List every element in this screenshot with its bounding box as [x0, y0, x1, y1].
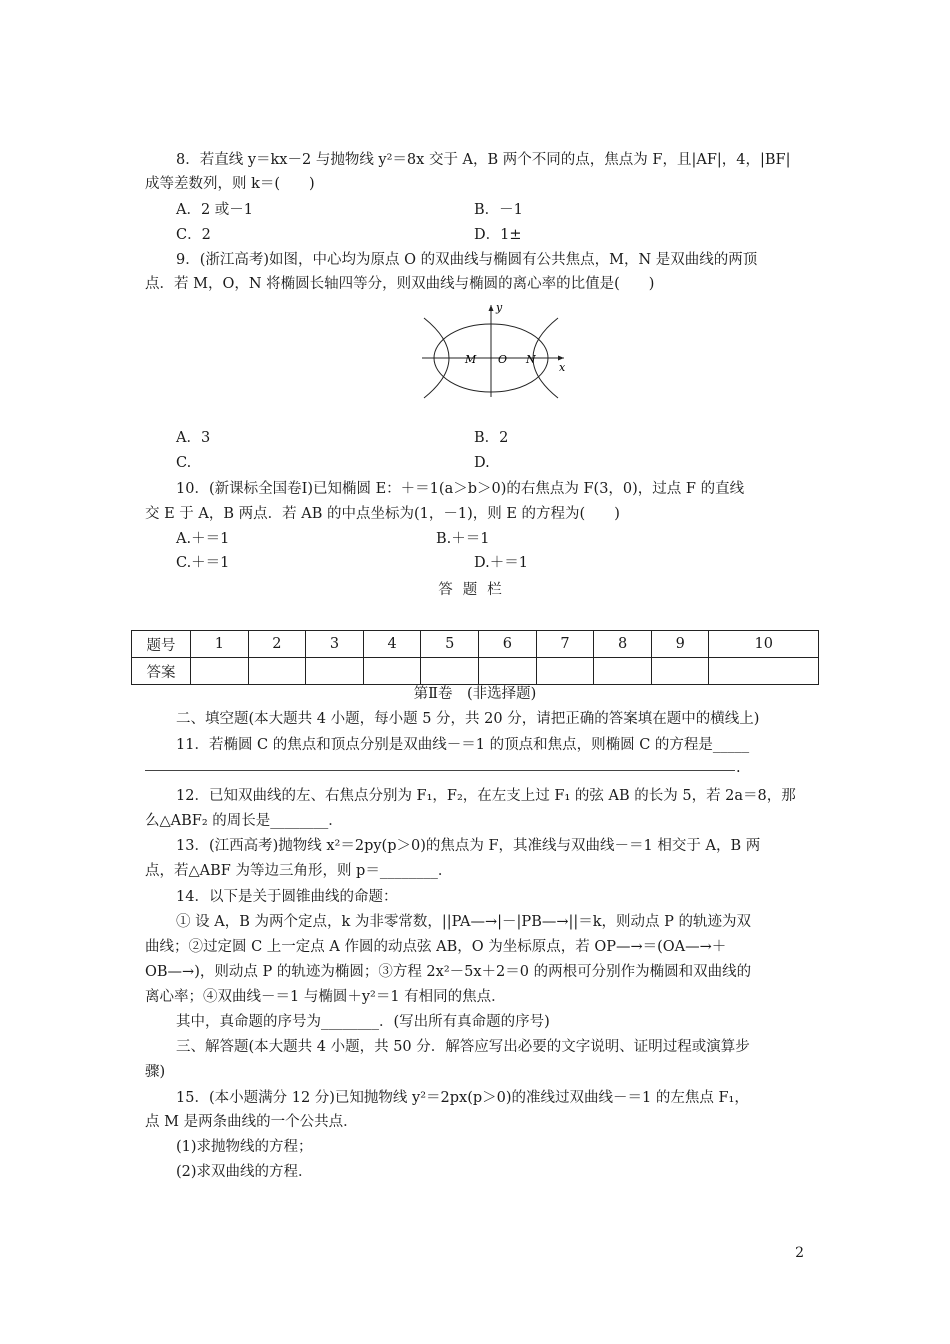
answer-cell[interactable] [709, 658, 819, 685]
part2-title: 第Ⅱ卷 (非选择题) [413, 686, 537, 702]
y-axis-arrow [489, 305, 494, 311]
q10-option-d: D.＋＝1 [474, 555, 528, 571]
q13-line2: 点，若△ABF 为等边三角形，则 p＝________． [145, 863, 453, 879]
answer-table-header-number: 题号 [132, 631, 191, 658]
q10-line1: 10．(新课标全国卷Ⅰ)已知椭圆 E：＋＝1(a＞b＞0)的右焦点为 F(3，0)，过点 F 的直线 [176, 481, 745, 497]
q15-sub1: (1)求抛物线的方程； [176, 1139, 313, 1155]
answer-table-row-numbers [132, 631, 819, 658]
point-o-label: O [498, 353, 508, 366]
q9-option-d: D. [474, 455, 490, 471]
q10-option-a: A.＋＝1 [176, 531, 230, 547]
point-n-label: N [526, 353, 536, 366]
y-axis-label: y [496, 301, 503, 314]
q8-option-b: B．－1 [474, 202, 523, 218]
q9-option-b: B．2 [474, 430, 509, 446]
question-number-cell: 2 [248, 631, 306, 658]
section2-heading: 二、填空题(本大题共 4 小题，每小题 5 分，共 20 分，请把正确的答案填在题中的横线上) [176, 711, 760, 727]
answer-table [131, 630, 819, 685]
answer-cell[interactable] [191, 658, 249, 685]
question-number-cell: 7 [536, 631, 594, 658]
q11-line1: 11．若椭圆 C 的焦点和顶点分别是双曲线－＝1 的顶点和焦点，则椭圆 C 的方程是_____ [176, 737, 750, 753]
question-number-cell: 6 [479, 631, 537, 658]
page-number: 2 [795, 1245, 804, 1261]
question-number-cell: 9 [651, 631, 709, 658]
section3-line1: 三、解答题(本大题共 4 小题，共 50 分．解答应写出必要的文字说明、证明过程或演算步 [176, 1039, 750, 1055]
answer-cell[interactable] [536, 658, 594, 685]
q10-option-c: C.＋＝1 [176, 555, 230, 571]
answer-cell[interactable] [363, 658, 421, 685]
q10-option-b: B.＋＝1 [436, 531, 490, 547]
q10-line2: 交 E 于 A，B 两点．若 AB 的中点坐标为(1，－1)，则 E 的方程为( ) [145, 506, 620, 522]
q9-option-a: A．3 [176, 430, 211, 446]
answer-cell[interactable] [594, 658, 652, 685]
section3-line2: 骤) [145, 1064, 166, 1080]
answer-cell[interactable] [248, 658, 306, 685]
q8-option-d: D．1± [474, 227, 522, 243]
answer-cell[interactable] [306, 658, 364, 685]
q8-option-c: C．2 [176, 227, 211, 243]
q13-line1: 13．(江西高考)抛物线 x²＝2py(p＞0)的焦点为 F，其准线与双曲线－＝1 相交于 A，B 两 [176, 838, 761, 854]
q8-line2: 成等差数列，则 k＝( ) [145, 176, 315, 192]
answer-table-row-answers [132, 658, 819, 685]
question-number-cell: 4 [363, 631, 421, 658]
q12-line2: 么△ABF₂ 的周长是________． [145, 813, 343, 829]
ellipse-hyperbola-figure [414, 301, 574, 401]
q14-line2: ① 设 A，B 为两个定点，k 为非零常数，||PA—→|－|PB—→||＝k，则动点 P 的轨迹为双 [176, 914, 752, 930]
q14-line4: OB—→)，则动点 P 的轨迹为椭圆；③方程 2x²－5x＋2＝0 的两根可分别作为椭圆和双曲线的 [145, 964, 752, 980]
q15-sub2: (2)求双曲线的方程． [176, 1164, 313, 1180]
question-number-cell: 10 [709, 631, 819, 658]
q11-answer-blank[interactable] [145, 770, 735, 771]
q15-line2: 点 M 是两条曲线的一个公共点． [145, 1114, 358, 1130]
x-axis-arrow [558, 356, 564, 361]
q8-line1: 8．若直线 y＝kx－2 与抛物线 y²＝8x 交于 A，B 两个不同的点，焦点为 F，且|AF|，4，|BF| [176, 152, 791, 168]
q11-line2-end: . [736, 760, 741, 776]
q14-line6: 其中，真命题的序号为________．(写出所有真命题的序号) [176, 1014, 550, 1030]
question-number-cell: 1 [191, 631, 249, 658]
q9-line1: 9．(浙江高考)如图，中心均为原点 O 的双曲线与椭圆有公共焦点，M，N 是双曲线的两顶 [176, 252, 758, 268]
q14-line3: 曲线；②过定圆 C 上一定点 A 作圆的动点弦 AB，O 为坐标原点，若 OP—→＝(OA—→＋ [145, 939, 727, 955]
question-number-cell: 3 [306, 631, 364, 658]
q15-line1: 15．(本小题满分 12 分)已知抛物线 y²＝2px(p＞0)的准线过双曲线－＝1 的左焦点 F₁， [176, 1090, 749, 1106]
q8-option-a: A．2 或－1 [176, 202, 254, 218]
answer-sheet-title: 答题栏 [438, 582, 512, 598]
answer-cell[interactable] [651, 658, 709, 685]
q12-line1: 12．已知双曲线的左、右焦点分别为 F₁，F₂，在左支上过 F₁ 的弦 AB 的长为 5，若 2a＝8，那 [176, 788, 796, 804]
answer-cell[interactable] [479, 658, 537, 685]
question-number-cell: 5 [421, 631, 479, 658]
point-m-label: M [465, 353, 477, 366]
x-axis-label: x [559, 361, 566, 374]
q14-line5: 离心率；④双曲线－＝1 与椭圆＋y²＝1 有相同的焦点． [145, 989, 506, 1005]
q9-option-c: C. [176, 455, 192, 471]
question-number-cell: 8 [594, 631, 652, 658]
answer-table-header-answer: 答案 [132, 658, 191, 685]
q14-line1: 14．以下是关于圆锥曲线的命题： [176, 889, 398, 905]
q9-line2: 点．若 M，O，N 将椭圆长轴四等分，则双曲线与椭圆的离心率的比值是( ) [145, 276, 655, 292]
answer-cell[interactable] [421, 658, 479, 685]
